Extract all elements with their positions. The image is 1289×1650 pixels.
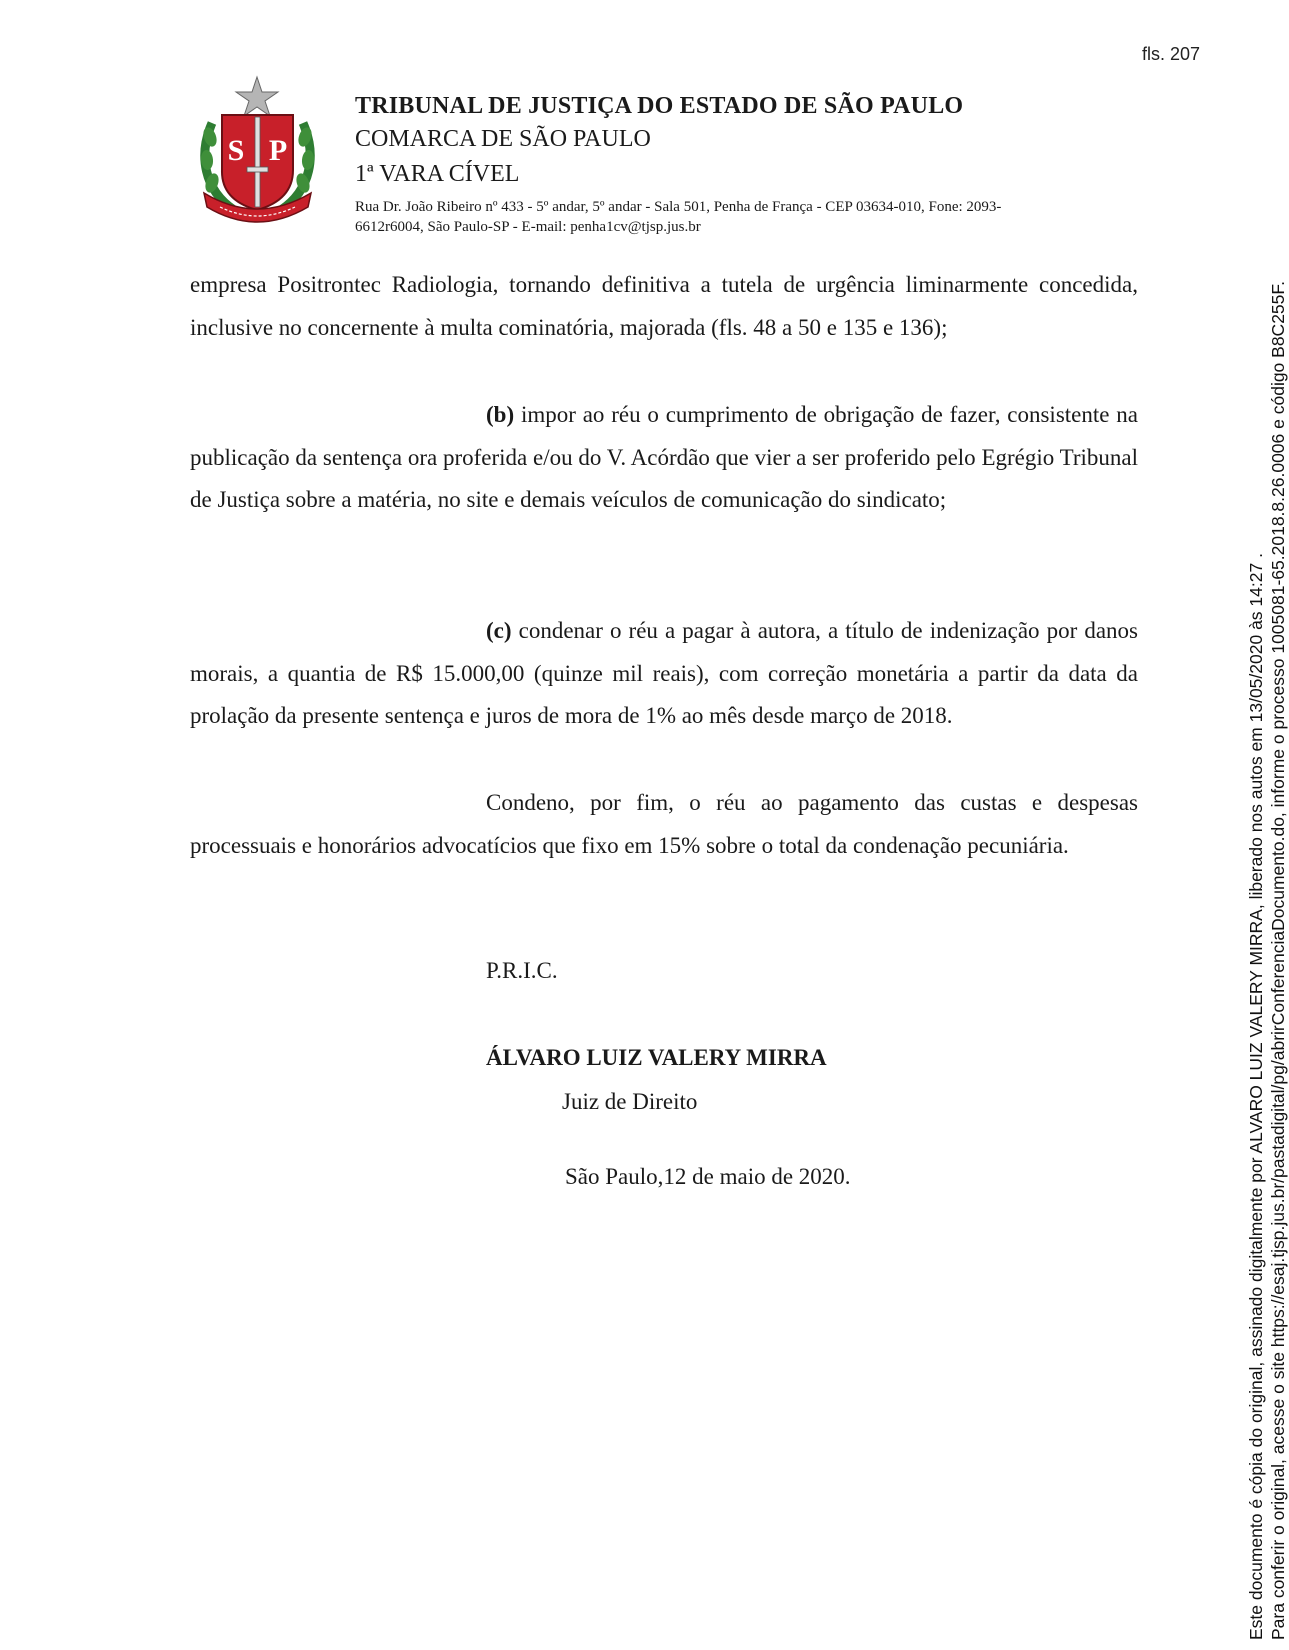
paragraph-c-label: (c): [486, 618, 512, 643]
seal-letter-s: S: [227, 134, 245, 167]
judge-title: Juiz de Direito: [562, 1089, 698, 1114]
paragraph-d-text: Condeno, por fim, o réu ao pagamento das custas e despesas processuais e honorários advocatícios que fixo em 15% sobre o total da condenação pecuniária.: [190, 790, 1138, 858]
paragraph-b: [190, 394, 1138, 522]
page-number: fls. 207: [1142, 44, 1201, 64]
comarca-line: COMARCA DE SÃO PAULO: [355, 126, 651, 152]
digital-signature-stamp: [1245, 180, 1289, 1640]
paragraph-a-text: empresa Positrontec Radiologia, tornando definitiva a tutela de urgência liminarmente concedida, inclusive no concernente à multa cominatória, majorada (fls. 48 a 50 e 135 e 136);: [190, 272, 1138, 340]
court-name: TRIBUNAL DE JUSTIÇA DO ESTADO DE SÃO PAULO: [355, 93, 964, 119]
stamp-line-2: Para conferir o original, acesse o site https://esaj.tjsp.jus.br/pastadigital/pg/abrirConferenciaDocumento.do, informe o processo 1005081-65.2018.8.26.0006 e código B8C255F.: [1268, 280, 1288, 1640]
coat-of-arms-logo: [200, 75, 315, 225]
paragraph-final-costs: [190, 782, 1138, 867]
paragraph-c: [190, 610, 1138, 738]
judge-name: ÁLVARO LUIZ VALERY MIRRA: [486, 1045, 827, 1070]
pric-line: P.R.I.C.: [486, 958, 558, 983]
vara-line: 1ª VARA CÍVEL: [355, 161, 520, 187]
seal-letter-p: P: [268, 134, 288, 167]
court-address: Rua Dr. João Ribeiro nº 433 - 5º andar, 5º andar - Sala 501, Penha de França - CEP 03634-010, Fone: 2093-6612r6004, São Paulo-SP - E-mail: penha1cv@tjsp.jus.br: [355, 199, 1002, 235]
stamp-line-1: Este documento é cópia do original, assinado digitalmente por ALVARO LUIZ VALERY MIRRA, liberado nos autos em 13/05/2020 às 14:27 .: [1246, 553, 1266, 1640]
court-header: [355, 90, 1075, 237]
paragraph-a-continuation: [190, 264, 1138, 349]
paragraph-c-text: condenar o réu a pagar à autora, a título de indenização por danos morais, a quantia de R$ 15.000,00 (quinze mil reais), com correção monetária a partir da data da prolação da presente sentença e juros de mora de 1% ao mês desde março de 2018.: [190, 618, 1138, 728]
paragraph-b-text: impor ao réu o cumprimento de obrigação de fazer, consistente na publicação da sentença ora proferida e/ou do V. Acórdão que vier a ser proferido pelo Egrégio Tribunal de Justiça sobre a matéria, no site e demais veículos de comunicação do sindicato;: [190, 402, 1138, 512]
paragraph-b-label: (b): [486, 402, 515, 427]
date-line: São Paulo,12 de maio de 2020.: [565, 1164, 851, 1189]
